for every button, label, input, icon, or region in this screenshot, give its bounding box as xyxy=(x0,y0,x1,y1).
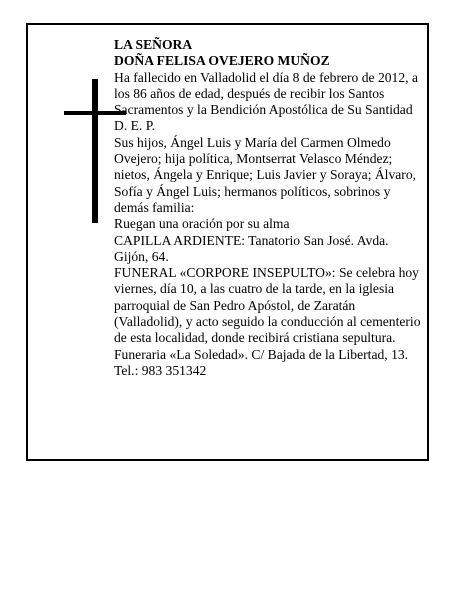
deceased-title: LA SEÑORA xyxy=(114,37,193,52)
funeral-home-info: Funeraria «La Soledad». C/ Bajada de la Libertad, 13. Tel.: 983 351342 xyxy=(114,346,409,378)
deceased-name: DOÑA FELISA OVEJERO MUÑOZ xyxy=(114,53,330,69)
family-list: Sus hijos, Ángel Luis y María del Carmen Olmedo Ovejero; hija política, Montserrat Velasco Méndez; nietos, Ángela y Enrique; Luis Javier y Soraya; Álvaro, Sofía y Ángel Luis; hermanos políticos, sobrinos y demás familia: xyxy=(114,134,417,215)
funeral-info: FUNERAL «CORPORE INSEPULTO»: Se celebra hoy viernes, día 10, a las cuatro de la tarde, en la iglesia parroquial de San Pedro Apóstol, de Zaratán (Valladolid), y acto seguido la conducción al cementerio de esta localidad, donde recibirá cristiana sepultura. xyxy=(114,265,421,346)
prayer-request: Ruegan una oración por su alma xyxy=(114,216,290,232)
death-announcement: Ha fallecido en Valladolid el día 8 de febrero de 2012, a los 86 años de edad, después de recibir los Santos Sacramentos y la Bendición Apostólica de Su Santidad D. E. P. xyxy=(114,69,418,134)
cross-vertical-bar xyxy=(92,79,98,223)
obituary-text xyxy=(114,37,426,379)
chapel-info: CAPILLA ARDIENTE: Tanatorio San José. Avda. Gijón, 64. xyxy=(114,232,389,264)
